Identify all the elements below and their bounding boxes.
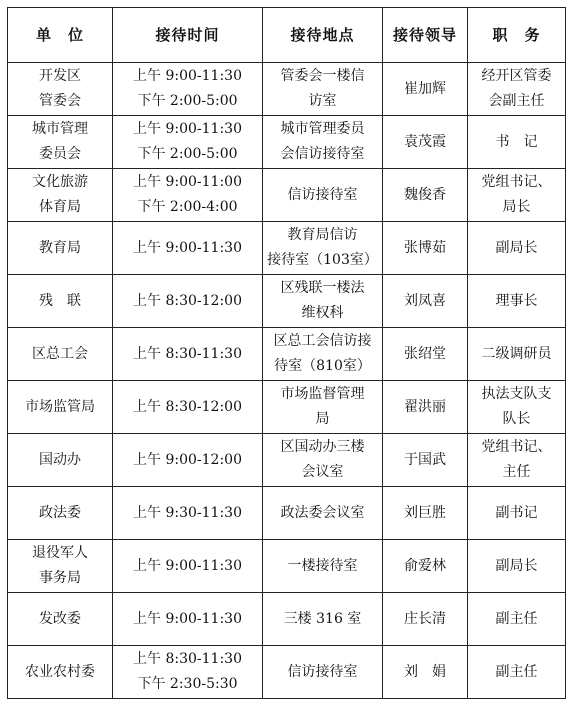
cell-reception-leader-line: 张博茹 [404,239,446,256]
reception-schedule-table [7,7,566,699]
cell-reception-time-line: 下午 2:00-5:00 [137,93,238,109]
table-row [8,646,566,699]
cell-position-line: 党组书记、 [481,174,552,190]
cell-unit [8,593,113,646]
cell-position-line: 理事长 [495,292,538,309]
cell-unit-line: 管委会 [39,93,81,109]
cell-position-line: 副主任 [495,663,538,680]
cell-reception-time [113,434,263,487]
cell-reception-leader [383,381,468,434]
cell-reception-time [113,222,263,275]
cell-reception-location [263,381,383,434]
cell-position [468,169,566,222]
cell-position [468,434,566,487]
cell-unit [8,222,113,275]
cell-reception-leader-line: 袁茂霞 [404,133,446,150]
cell-unit-line: 退役军人 [32,545,88,561]
cell-reception-location-line: 访室 [308,93,337,109]
cell-reception-time-line: 上午 8:30-12:00 [133,398,242,415]
cell-position-line: 二级调研员 [481,345,552,362]
cell-position-line: 副书记 [495,504,538,521]
cell-reception-location [263,434,383,487]
cell-unit-line: 农业农村委 [25,663,95,680]
cell-reception-time [113,116,263,169]
cell-reception-time [113,169,263,222]
cell-reception-location-line: 城市管理委员 [280,121,365,137]
cell-unit-line: 委员会 [39,146,81,162]
cell-position [468,275,566,328]
cell-reception-location [263,487,383,540]
header-reception-leader: 接待领导 [383,8,468,63]
cell-reception-leader [383,487,468,540]
cell-position-line: 副局长 [495,239,538,256]
table-row [8,434,566,487]
cell-unit-line: 市场监管局 [25,398,95,415]
cell-position [468,593,566,646]
table-row [8,487,566,540]
cell-unit-line: 教育局 [39,239,81,256]
cell-reception-location [263,593,383,646]
cell-reception-location-line: 三楼 316 室 [283,610,362,627]
cell-reception-leader [383,116,468,169]
cell-unit-line: 残 联 [39,292,81,309]
cell-unit [8,487,113,540]
cell-unit-line: 文化旅游 [32,174,88,190]
cell-reception-location-line: 市场监督管理 [280,386,365,402]
cell-position-line: 会副主任 [488,93,545,109]
cell-unit [8,646,113,699]
table-row [8,116,566,169]
cell-reception-time-line: 上午 9:30-11:30 [133,504,242,521]
table-row [8,63,566,116]
cell-reception-leader [383,593,468,646]
cell-reception-location [263,116,383,169]
cell-reception-time-line: 上午 8:30-11:30 [133,345,242,362]
cell-reception-location-line: 区总工会信访接 [273,333,372,349]
cell-reception-leader-line: 刘 娟 [404,663,446,680]
cell-reception-time-line: 下午 2:00-4:00 [137,199,238,215]
cell-position [468,63,566,116]
table-row [8,540,566,593]
table-row [8,381,566,434]
cell-reception-leader-line: 庄长清 [404,610,446,627]
cell-reception-leader-line: 俞爱林 [404,557,446,574]
cell-reception-time-line: 上午 9:00-11:30 [133,121,242,137]
table-row [8,593,566,646]
header-position: 职 务 [468,8,566,63]
cell-reception-leader [383,646,468,699]
cell-reception-leader-line: 张绍堂 [404,345,446,362]
cell-reception-time-line: 上午 9:00-11:30 [133,610,242,627]
table-row [8,169,566,222]
cell-reception-location-line: 政法委会议室 [280,504,365,521]
cell-reception-time-line: 下午 2:30-5:30 [137,676,238,692]
cell-reception-location [263,540,383,593]
cell-reception-time-line: 上午 9:00-11:30 [133,557,242,574]
cell-reception-location-line: 区国动办三楼 [280,439,365,455]
cell-unit [8,328,113,381]
cell-reception-location-line: 管委会一楼信 [280,68,365,84]
cell-reception-leader-line: 魏俊香 [404,186,446,203]
header-reception-location: 接待地点 [263,8,383,63]
cell-position [468,116,566,169]
cell-reception-time [113,275,263,328]
cell-reception-leader-line: 刘巨胜 [404,504,446,521]
cell-reception-leader [383,169,468,222]
cell-reception-time [113,328,263,381]
cell-position-line: 副主任 [495,610,538,627]
cell-reception-time [113,646,263,699]
table-row [8,328,566,381]
cell-position-line: 党组书记、 [481,439,552,455]
cell-reception-leader [383,328,468,381]
cell-position-line: 队长 [502,411,531,427]
cell-reception-location-line: 局 [315,411,330,427]
cell-reception-location-line: 一楼接待室 [287,557,358,574]
cell-reception-location-line: 会议室 [301,464,344,480]
header-reception-time: 接待时间 [113,8,263,63]
cell-unit-line: 城市管理 [32,121,88,137]
cell-position [468,222,566,275]
cell-reception-leader-line: 翟洪丽 [404,398,446,415]
cell-unit-line: 开发区 [39,68,81,84]
cell-reception-location-line: 待室（810室） [274,358,371,374]
cell-reception-time-line: 上午 9:00-12:00 [133,451,242,468]
cell-position-line: 执法支队支 [481,386,552,402]
cell-unit [8,169,113,222]
cell-reception-location [263,275,383,328]
cell-unit-line: 体育局 [39,199,81,215]
cell-reception-time-line: 上午 9:00-11:30 [133,68,242,84]
cell-position-line: 书 记 [495,133,538,150]
cell-reception-location [263,169,383,222]
cell-position [468,487,566,540]
cell-reception-location [263,63,383,116]
cell-position-line: 局长 [502,199,531,215]
cell-reception-time [113,487,263,540]
cell-reception-location-line: 教育局信访 [287,227,358,243]
cell-unit-line: 发改委 [39,610,81,627]
cell-position [468,540,566,593]
cell-reception-location-line: 接待室（103室） [267,252,378,268]
cell-position [468,646,566,699]
table-body [8,63,566,699]
cell-reception-time [113,381,263,434]
table-row [8,275,566,328]
cell-reception-time [113,63,263,116]
cell-reception-time-line: 上午 9:00-11:00 [133,174,242,190]
cell-reception-time-line: 上午 9:00-11:30 [133,239,242,256]
cell-position [468,381,566,434]
cell-reception-location [263,222,383,275]
cell-reception-leader-line: 崔加辉 [404,80,446,97]
cell-unit-line: 事务局 [39,570,81,586]
cell-unit-line: 国动办 [39,451,81,468]
cell-reception-location-line: 区残联一楼法 [280,280,365,296]
cell-position-line: 经开区管委 [481,68,552,84]
cell-reception-time-line: 上午 8:30-11:30 [133,651,242,667]
cell-reception-leader [383,540,468,593]
table-row [8,222,566,275]
cell-unit [8,381,113,434]
cell-reception-leader [383,434,468,487]
cell-unit-line: 区总工会 [32,345,88,362]
cell-unit-line: 政法委 [39,504,81,521]
cell-reception-location-line: 信访接待室 [287,663,358,680]
cell-position [468,328,566,381]
header-unit: 单 位 [8,8,113,63]
cell-unit [8,434,113,487]
cell-unit [8,540,113,593]
cell-reception-leader-line: 于国武 [404,451,446,468]
cell-reception-location [263,328,383,381]
cell-reception-location [263,646,383,699]
cell-reception-leader [383,63,468,116]
cell-reception-location-line: 会信访接待室 [280,146,365,162]
cell-unit [8,116,113,169]
table-header-row [8,8,566,63]
cell-reception-time [113,540,263,593]
cell-reception-leader-line: 刘凤喜 [404,292,446,309]
cell-reception-time [113,593,263,646]
cell-unit [8,275,113,328]
cell-reception-leader [383,275,468,328]
cell-unit [8,63,113,116]
cell-reception-time-line: 下午 2:00-5:00 [137,146,238,162]
cell-reception-time-line: 上午 8:30-12:00 [133,292,242,309]
cell-reception-location-line: 信访接待室 [287,186,358,203]
cell-reception-location-line: 维权科 [301,305,344,321]
cell-position-line: 副局长 [495,557,538,574]
cell-position-line: 主任 [502,464,531,480]
cell-reception-leader [383,222,468,275]
